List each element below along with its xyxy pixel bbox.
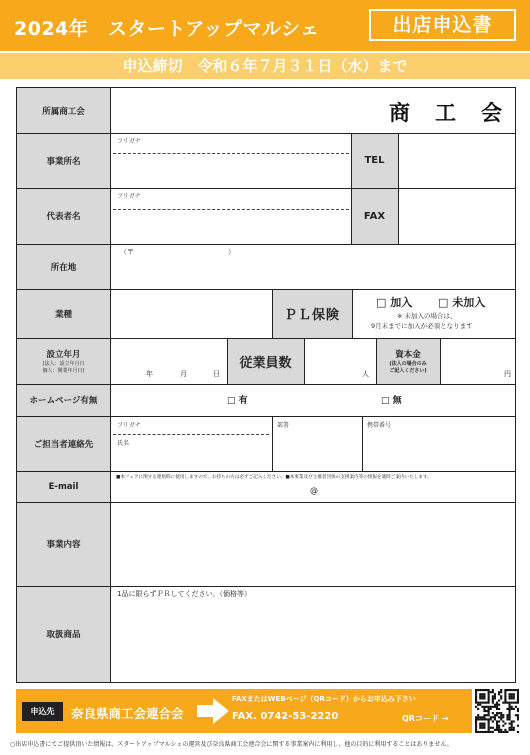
form-title-badge: 出店申込書: [369, 9, 516, 41]
email-label: E-mail: [17, 471, 110, 502]
contact-name-label: 氏名: [117, 440, 130, 447]
capital-field[interactable]: [442, 340, 513, 382]
qr-label: QRコード →: [402, 714, 449, 723]
page-title: 2024年 スタートアップマルシェ: [14, 18, 320, 40]
capital-label: 資本金: [395, 350, 421, 360]
established-label: 設立年月: [46, 350, 81, 360]
address-field[interactable]: [113, 246, 513, 287]
employees-field[interactable]: [306, 340, 374, 382]
pl-insurance-label: ＰＬ保険: [272, 289, 352, 338]
capital-note-1: (法人の場合のみ: [389, 361, 427, 367]
month-unit: 月: [180, 370, 187, 378]
affiliation-label: 所属商工会: [17, 88, 110, 133]
employees-label: 従業員数: [227, 338, 304, 384]
apply-badge: 申込先: [22, 702, 63, 721]
footer-bar: [16, 689, 472, 733]
qr-code-pattern: [475, 689, 519, 733]
disclaimer: ○出店申込書にてご提供頂いた情報は、スタートアップマルシェの運営及び奈良県商工会連合会に関する事業案内に利用し、他の目的に利用することはありません。: [10, 741, 453, 748]
persons-unit: 人: [362, 370, 369, 378]
pl-note-2: 9月末までに加入が必須となります: [371, 322, 473, 330]
fax-number: FAX. 0742-53-2220: [232, 711, 339, 722]
contact-name-field[interactable]: [113, 436, 270, 469]
affiliation-value: 商 工 会: [389, 101, 504, 125]
arrow-right-icon: [197, 698, 229, 724]
representative-label: 代表者名: [17, 188, 110, 244]
postal-close: ）: [228, 248, 235, 256]
mobile-label: 携帯番号: [367, 422, 392, 429]
application-form: [16, 87, 516, 683]
business-content-field[interactable]: [113, 504, 513, 584]
email-at: @: [310, 486, 318, 495]
year-unit: 年: [146, 370, 153, 378]
representative-furigana: フリガナ: [117, 193, 141, 200]
products-label: 取扱商品: [17, 586, 110, 682]
homepage-no-checkbox[interactable]: □ 無: [381, 396, 402, 406]
fax-label: FAX: [351, 188, 398, 244]
products-field[interactable]: [113, 600, 513, 680]
business-name-field[interactable]: [113, 156, 349, 186]
business-name-furigana: フリガナ: [117, 138, 141, 145]
qr-code-icon[interactable]: [475, 689, 519, 733]
established-note-2: 個人：開業年月日): [42, 368, 85, 374]
department-field[interactable]: [274, 418, 360, 469]
established-date-field[interactable]: [113, 340, 225, 382]
day-unit: 日: [213, 370, 220, 378]
tel-field[interactable]: [400, 135, 513, 186]
tel-label: TEL: [351, 133, 398, 188]
header-bar: [0, 0, 530, 51]
business-content-label: 事業内容: [17, 502, 110, 586]
homepage-label: ホームページ有無: [17, 384, 110, 416]
representative-field[interactable]: [113, 212, 349, 242]
department-label: 部署: [277, 422, 290, 429]
mobile-field[interactable]: [364, 418, 513, 469]
capital-note-2: ご記入ください): [389, 368, 427, 374]
deadline-banner: 申込締切 令和６年７月３１日（水）まで: [0, 53, 530, 79]
capital-label-cell: [376, 338, 440, 384]
industry-label: 業種: [17, 289, 110, 338]
address-label: 所在地: [17, 244, 110, 289]
business-name-label: 事業所名: [17, 133, 110, 188]
fax-web-text: FAXまたはWEBページ（QRコード）からお申込み下さい: [232, 695, 416, 703]
yen-unit: 円: [504, 370, 511, 378]
postal-open: （〒: [120, 248, 134, 256]
email-note: ■本フェアに関する連絡時に使用しますので、お持ちの方は必ずご記入ください。■本事業及び主催者団体の支援案内等の情報を適時ご案内いたします。: [116, 475, 432, 480]
pl-join-checkbox[interactable]: □ 加入: [376, 296, 413, 309]
products-hint: 1品に限らずＰＲしてください。（価格等）: [117, 590, 251, 598]
org-name: 奈良県商工会連合会: [71, 706, 184, 721]
homepage-yes-checkbox[interactable]: □ 有: [227, 396, 248, 406]
pl-not-join-checkbox[interactable]: □ 未加入: [438, 296, 486, 309]
established-note-1: (法人：設立年月日: [42, 361, 85, 367]
pl-note-1: ※ 未加入の場合は、: [397, 312, 457, 320]
email-field[interactable]: [113, 481, 513, 500]
established-label-cell: [17, 338, 110, 384]
contact-furigana: フリガナ: [117, 422, 141, 429]
industry-field[interactable]: [113, 291, 270, 336]
contact-label: ご担当者連絡先: [17, 416, 110, 471]
fax-field[interactable]: [400, 190, 513, 242]
